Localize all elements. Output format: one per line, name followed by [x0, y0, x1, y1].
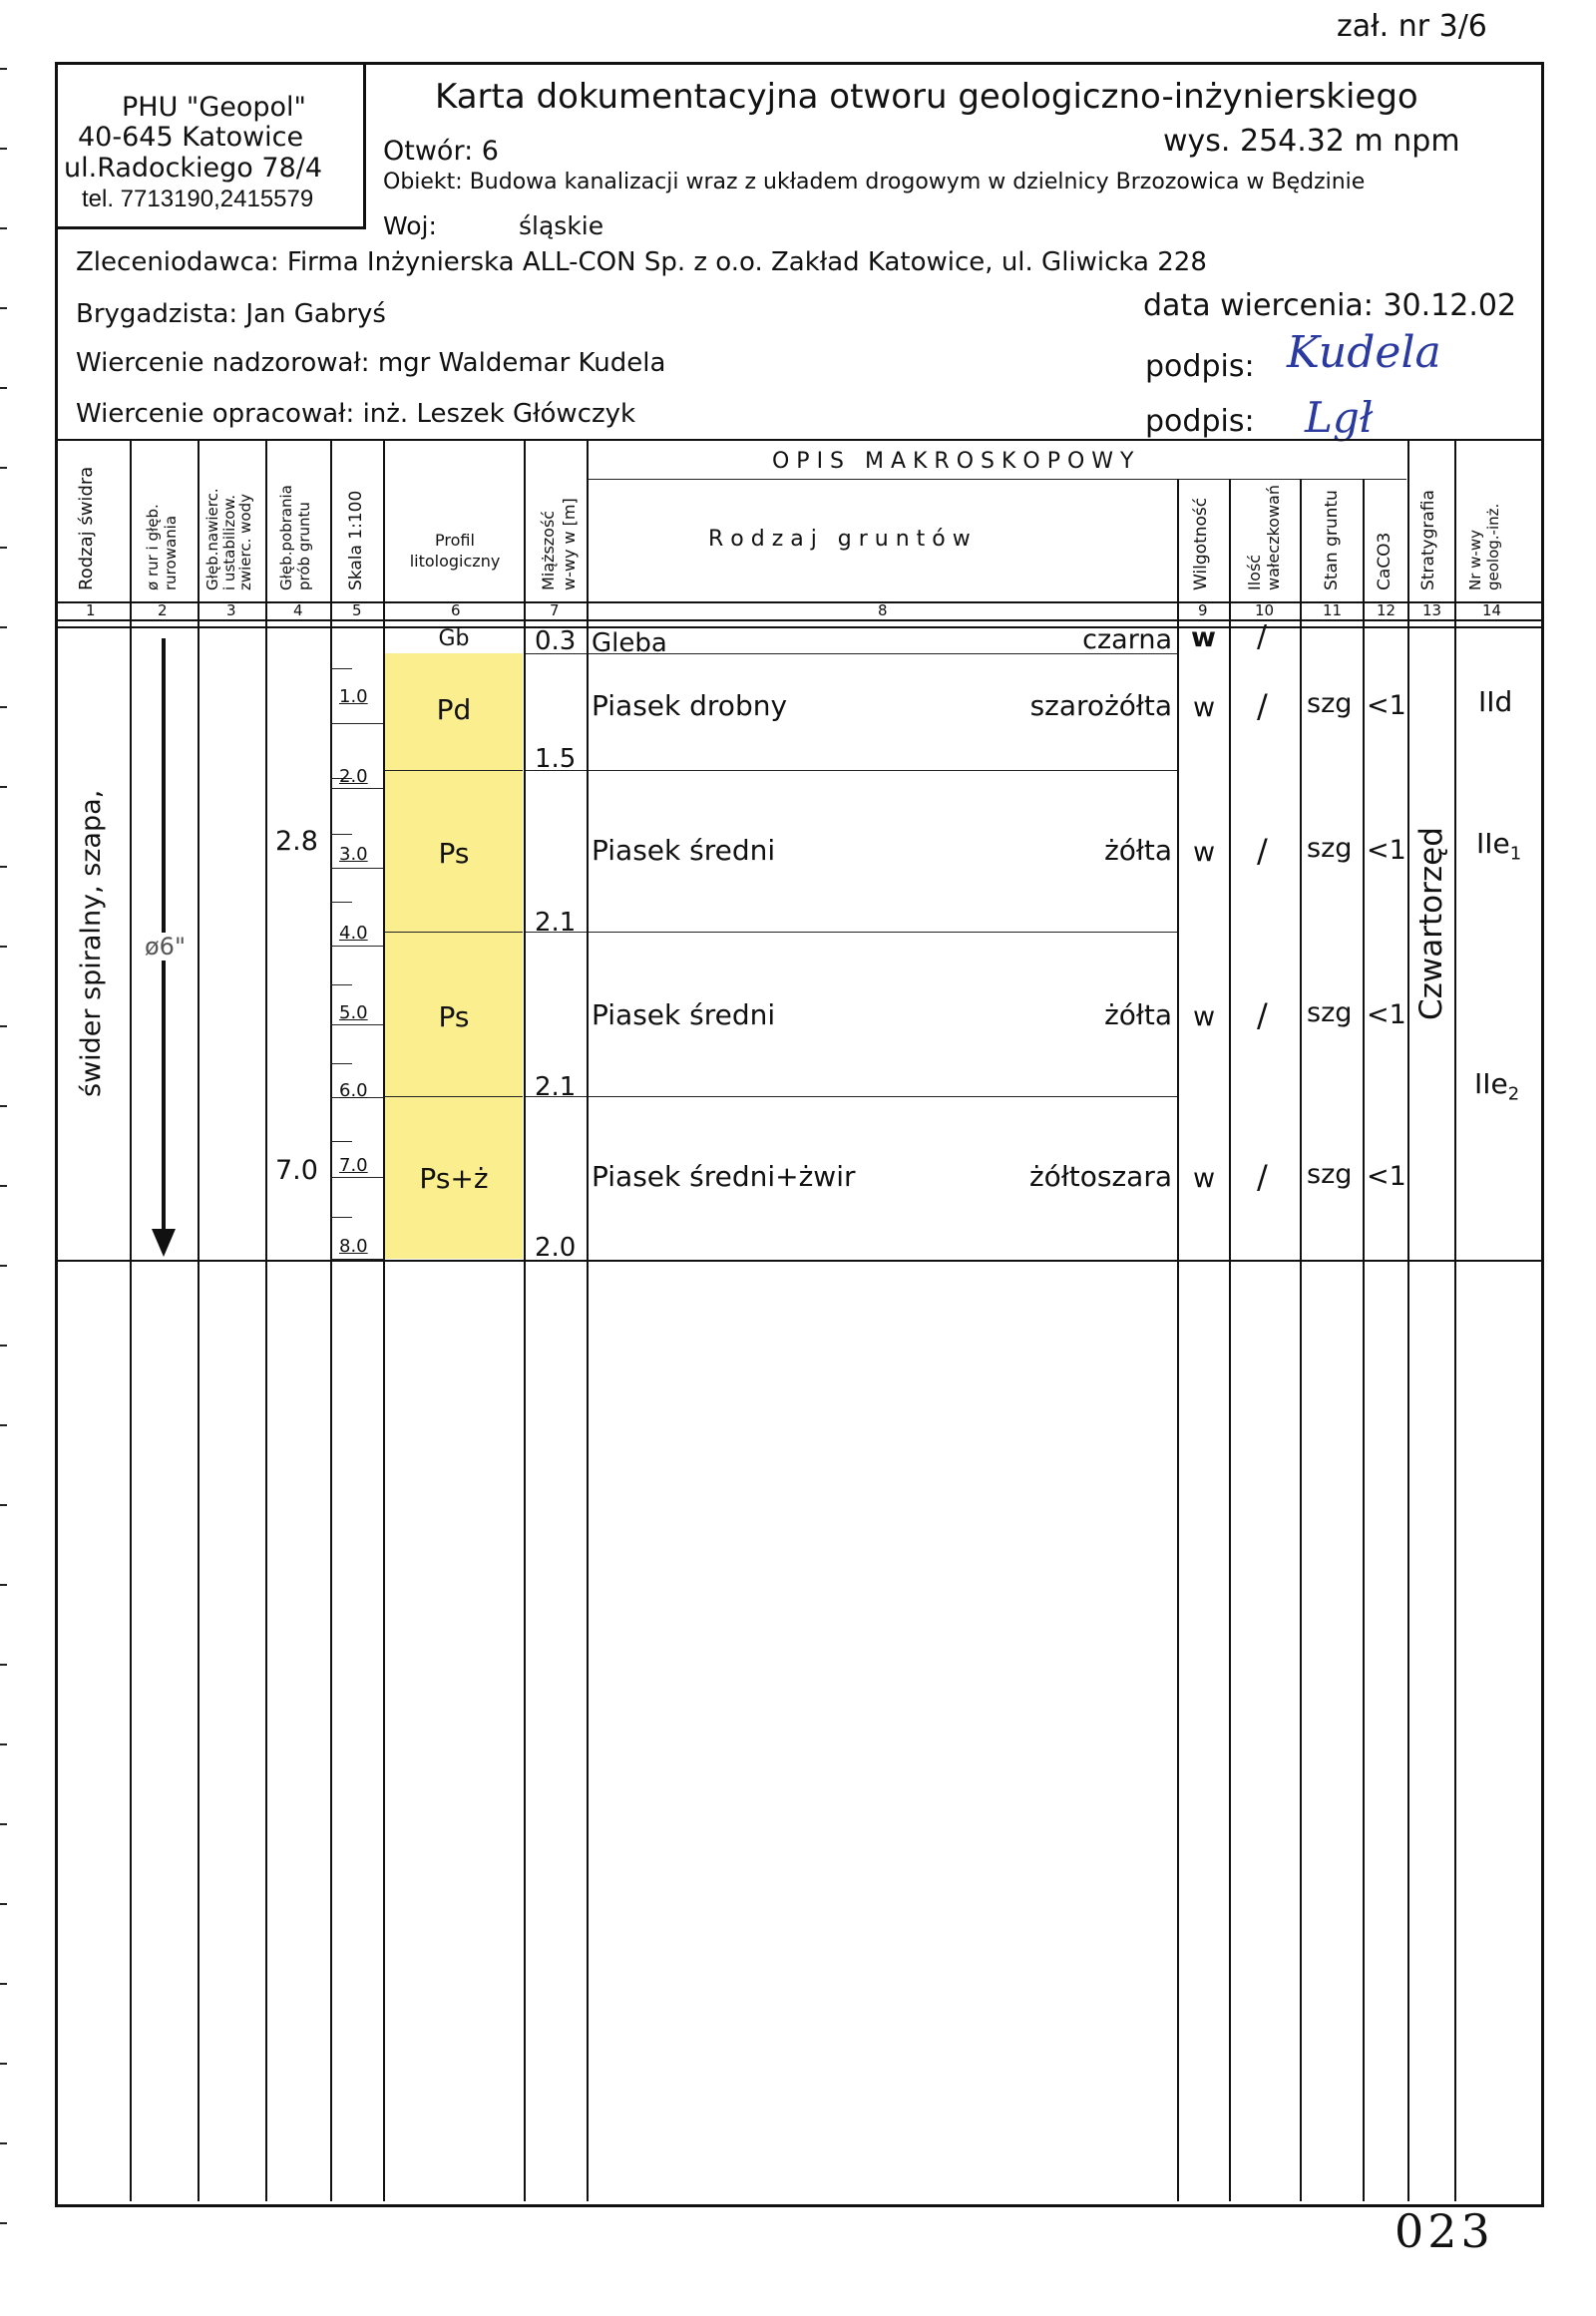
col-number: 2: [158, 601, 168, 619]
layer-boundary: [524, 770, 1177, 771]
col-line: [198, 439, 200, 2201]
col-line: [1300, 479, 1302, 2201]
col-line: [1407, 439, 1409, 2201]
scale-tick-label: 5.0: [339, 1002, 368, 1023]
signature-2: Lgł: [1305, 393, 1374, 442]
table-top-line: [55, 439, 1541, 441]
col-line: [1229, 479, 1231, 2201]
col-number: 4: [293, 601, 303, 619]
col-number: 12: [1377, 601, 1396, 619]
pipe-diameter: ø6": [145, 933, 186, 961]
col-line: [587, 439, 589, 2201]
borehole-number: Otwór: 6: [383, 136, 499, 167]
company-name: PHU "Geopol": [122, 92, 306, 123]
drill-type: świder spiralny, szapa,: [76, 789, 107, 1097]
page-number: 023: [1395, 2204, 1494, 2258]
col-line: [330, 439, 332, 2201]
stratigraphy: Czwartorzęd: [1413, 827, 1449, 1020]
voivodeship-label: Woj:: [383, 211, 437, 240]
geo-layer-number: IIe$_1$: [1476, 827, 1522, 865]
col-line: [1177, 479, 1179, 2201]
layer-thickness: 1.5: [535, 744, 577, 774]
header-soil-type: R o d z a j g r u n t ó w: [708, 527, 971, 552]
scale-tick-label: 3.0: [339, 844, 368, 865]
soil-color: czarna: [1082, 624, 1172, 655]
header-moisture: Wilgotność: [1191, 497, 1211, 590]
col-number: 7: [550, 601, 560, 619]
geo-layer-number: IId: [1478, 685, 1513, 718]
soil-color: żółtoszara: [1028, 1160, 1172, 1193]
company-address-1: 40-645 Katowice: [78, 122, 304, 153]
caco3: <1: [1367, 690, 1406, 721]
attachment-label: zał. nr 3/6: [1337, 9, 1487, 44]
soil-color: żółta: [1104, 998, 1172, 1031]
header-water: Głęb.nawierc. i ustabilizow. zwierc. wody: [203, 488, 254, 590]
col-number: 5: [352, 601, 362, 619]
col-number: 10: [1255, 601, 1275, 619]
col-number: 6: [451, 601, 461, 619]
scale-tick-label: 6.0: [339, 1080, 368, 1101]
number-row-top: [55, 601, 1541, 603]
rolls-count: /: [1257, 832, 1268, 870]
lithology-symbol: Ps: [438, 1000, 470, 1033]
col-number: 1: [86, 601, 96, 619]
soil-name: Piasek drobny: [592, 689, 788, 722]
col-line: [265, 439, 267, 2201]
header-stratigraphy: Stratygrafia: [1418, 490, 1438, 590]
client: Zleceniodawca: Firma Inżynierska ALL-CON Sp. z o.o. Zakład Katowice, ul. Gliwicka 228: [76, 247, 1207, 277]
prepared-by: Wiercenie opracował: inż. Leszek Główczyk: [76, 399, 636, 429]
moisture: w: [1191, 622, 1216, 653]
object-description: Obiekt: Budowa kanalizacji wraz z układem drogowym w dzielnicy Brzozowica w Będzinie: [383, 170, 1366, 194]
header-rolls: Ilość wałeczkowań: [1245, 485, 1284, 590]
document-frame: [55, 62, 1544, 2207]
header-scale: Skala 1:100: [346, 490, 366, 590]
col-number: 8: [878, 601, 888, 619]
supervised-by: Wiercenie nadzorował: mgr Waldemar Kudela: [76, 348, 666, 378]
macro-header-line: [589, 479, 1406, 480]
soil-state: szg: [1307, 1159, 1353, 1190]
document-title: Karta dokumentacyjna otworu geologiczno-inżynierskiego: [435, 77, 1418, 117]
foreman: Brygadzista: Jan Gabryś: [76, 299, 386, 329]
caco3: <1: [1367, 835, 1406, 866]
col-line: [1363, 479, 1365, 2201]
lithology-symbol: Ps: [438, 837, 470, 870]
scale-tick-label: 7.0: [339, 1155, 368, 1176]
scale-tick-label: 2.0: [339, 766, 368, 787]
number-row-bottom: [55, 619, 1541, 621]
col-number: 9: [1198, 601, 1208, 619]
lithology-symbol: Pd: [436, 693, 472, 726]
rolls-count: /: [1257, 996, 1268, 1034]
header-samples: Głęb.pobrania prób gruntu: [277, 485, 313, 590]
layer-thickness: 0.3: [535, 626, 577, 656]
header-macro: O P I S M A K R O S K O P O W Y: [772, 449, 1134, 474]
header-lithology: Profil litologiczny: [409, 531, 501, 571]
sample-depth: 7.0: [275, 1155, 318, 1186]
lithology-symbol: Gb: [438, 626, 470, 651]
geo-layer-number: IIe$_2$: [1474, 1067, 1520, 1105]
voivodeship-value: śląskie: [519, 211, 604, 240]
soil-state: szg: [1307, 688, 1353, 719]
soil-name: Piasek średni+żwir: [592, 1160, 856, 1193]
layer-thickness: 2.1: [535, 908, 577, 938]
header-geo-layer: Nr w-wy geolog.-inż.: [1466, 503, 1502, 590]
soil-name: Piasek średni: [592, 998, 776, 1031]
signature-label-2: podpis:: [1145, 404, 1255, 439]
moisture: w: [1193, 1001, 1216, 1032]
soil-name: Piasek średni: [592, 834, 776, 867]
col-line: [1454, 439, 1456, 2201]
layer-thickness: 2.0: [535, 1233, 577, 1263]
scale-tick-label: 1.0: [339, 686, 368, 707]
rolls-count: /: [1257, 619, 1268, 654]
scale-tick-label: 4.0: [339, 923, 368, 944]
header-drill-type: Rodzaj świdra: [76, 466, 97, 590]
header-state: Stan gruntu: [1322, 490, 1342, 590]
elevation: wys. 254.32 m npm: [1163, 124, 1460, 159]
scale-tick-label: 8.0: [339, 1236, 368, 1257]
col-line: [130, 439, 132, 2201]
body-top-line: [55, 626, 1541, 628]
soil-state: szg: [1307, 833, 1353, 864]
layer-boundary: [524, 1096, 1177, 1097]
moisture: w: [1193, 837, 1216, 868]
signature-1: Kudela: [1287, 327, 1441, 378]
caco3: <1: [1367, 999, 1406, 1030]
soil-name: Gleba: [592, 628, 667, 658]
header-caco3: CaCO3: [1375, 532, 1395, 590]
company-phone: tel. 7713190,2415579: [82, 186, 314, 212]
header-thickness: Miąższość w-wy w [m]: [539, 498, 579, 590]
moisture: w: [1193, 1163, 1216, 1194]
bottom-of-hole-line: [55, 1260, 1541, 1262]
pipe-arrow-head: [152, 1229, 176, 1257]
layer-thickness: 2.1: [535, 1072, 577, 1102]
col-number: 13: [1422, 601, 1442, 619]
col-line: [524, 439, 526, 2201]
signature-label-1: podpis:: [1145, 349, 1255, 384]
header-pipe: ø rur i głęb. rurowania: [144, 504, 180, 590]
caco3: <1: [1367, 1161, 1406, 1192]
layer-boundary: [524, 932, 1177, 933]
rolls-count: /: [1257, 1158, 1268, 1196]
col-number: 3: [226, 601, 236, 619]
sample-depth: 2.8: [275, 826, 318, 857]
drilling-date: data wiercenia: 30.12.02: [1143, 288, 1517, 323]
col-number: 14: [1482, 601, 1502, 619]
soil-color: szarożółta: [1029, 689, 1172, 722]
soil-color: żółta: [1104, 834, 1172, 867]
company-address-2: ul.Radockiego 78/4: [64, 153, 323, 184]
rolls-count: /: [1257, 687, 1268, 725]
soil-state: szg: [1307, 997, 1353, 1028]
lithology-symbol: Ps+ż: [419, 1162, 489, 1195]
col-number: 11: [1323, 601, 1343, 619]
moisture: w: [1193, 692, 1216, 723]
